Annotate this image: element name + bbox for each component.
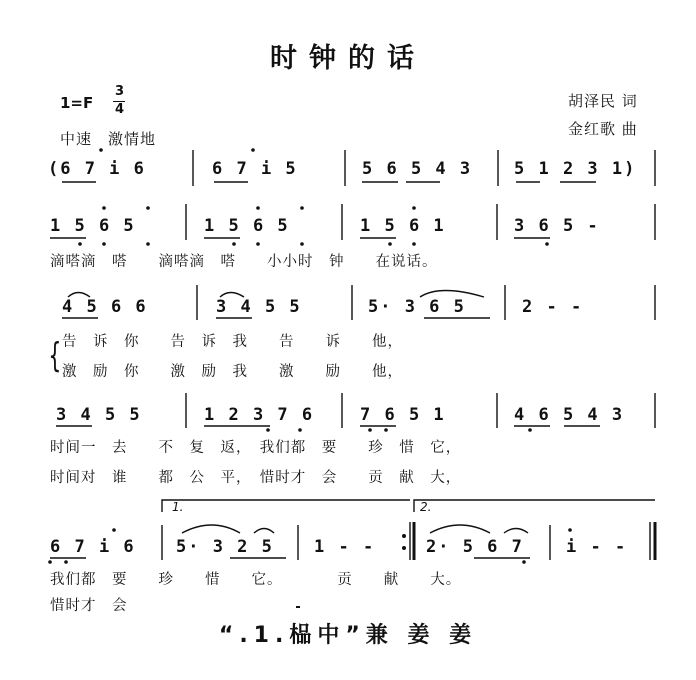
measure-notes: 1 - - — [314, 537, 376, 557]
time-signature-bottom: 4 — [115, 102, 125, 117]
measure-notes: 3 4 5 5 — [216, 297, 302, 317]
slur — [420, 291, 484, 298]
slur — [254, 529, 274, 534]
octave-dot — [528, 428, 532, 432]
octave-dot — [256, 206, 260, 210]
octave-dot — [522, 560, 526, 564]
octave-dot — [102, 242, 106, 246]
slur — [430, 525, 490, 533]
slur — [182, 525, 240, 533]
octave-dot — [384, 428, 388, 432]
composer-credit: 金红歌 曲 — [568, 120, 638, 138]
measure-notes: 2 - - — [522, 297, 584, 317]
measure-notes: 2· 5 6 7 — [426, 537, 524, 557]
measure-notes: 1 5 6 1 — [360, 216, 446, 236]
measure-notes: i - - — [566, 537, 628, 557]
measure-notes: 5· 3 2 5 — [176, 537, 274, 557]
footer-text: “.1.榀中”兼 姜 姜 — [218, 623, 478, 648]
tempo-marking: 中速 激情地 — [60, 130, 157, 148]
measure-notes: 5· 3 6 5 — [368, 297, 466, 317]
repeat-dot — [402, 534, 406, 538]
octave-dot — [388, 242, 392, 246]
lyric-line: 时间一 去 不 复 返， 我们都 要 珍 惜 它， — [50, 440, 462, 456]
octave-dot — [300, 242, 304, 246]
octave-dot — [78, 242, 82, 246]
octave-dot — [99, 148, 103, 152]
octave-dot — [266, 428, 270, 432]
measure-notes: 6 7 i 6 — [50, 537, 136, 557]
measure-notes: 1 5 6 5 — [204, 216, 290, 236]
lyric-line: 告 诉 你 告 诉 我 告 诉 他， — [62, 334, 403, 350]
volta-2-label: 2. — [420, 500, 432, 514]
measure-notes: 7 6 5 1 — [360, 405, 446, 425]
octave-dot — [146, 206, 150, 210]
octave-dot — [102, 206, 106, 210]
octave-dot — [251, 148, 255, 152]
measure-notes: 5 1 2 3 1) — [514, 159, 637, 179]
octave-dot — [112, 528, 116, 532]
key-signature: 1=F — [60, 94, 94, 112]
lyricist-credit: 胡泽民 词 — [568, 92, 638, 110]
measure-notes: (6 7 i 6 — [48, 159, 146, 179]
time-signature-top: 3 — [115, 84, 125, 99]
octave-dot — [545, 242, 549, 246]
lyric-line: 惜时才 会 — [50, 598, 128, 614]
octave-dot — [48, 560, 52, 564]
song-title: 时钟的话 — [270, 43, 426, 74]
volta-1-bracket — [162, 500, 410, 512]
lyric-line: 时间对 谁 都 公 平， 惜时才 会 贡 献 大， — [50, 470, 462, 486]
verse-brace: { — [48, 336, 62, 376]
measure-notes: 4 6 5 4 3 — [514, 405, 625, 425]
measure-notes: 5 6 5 4 3 — [362, 159, 473, 179]
repeat-dot — [402, 546, 406, 550]
measure-notes: 1 2 3 7 6 — [204, 405, 315, 425]
octave-dot — [146, 242, 150, 246]
measure-notes: 3 6 5 - — [514, 216, 600, 236]
measure-notes: 4 5 6 6 — [62, 297, 148, 317]
stray-mark — [296, 606, 300, 608]
volta-2-bracket — [414, 500, 655, 512]
octave-dot — [256, 242, 260, 246]
octave-dot — [64, 560, 68, 564]
lyric-line: 激 励 你 激 励 我 激 励 他， — [62, 364, 403, 380]
octave-dot — [368, 428, 372, 432]
slur — [220, 293, 244, 298]
octave-dot — [300, 206, 304, 210]
measure-notes: 6 7 i 5 — [212, 159, 298, 179]
volta-1-label: 1. — [172, 500, 184, 514]
octave-dot — [412, 206, 416, 210]
measure-notes: 3 4 5 5 — [56, 405, 142, 425]
lyric-line: 我们都 要 珍 惜 它。 贡 献 大。 — [50, 572, 462, 588]
octave-dot — [412, 242, 416, 246]
octave-dot — [568, 528, 572, 532]
slur — [68, 293, 90, 298]
slur — [504, 529, 528, 534]
octave-dot — [232, 242, 236, 246]
measure-notes: 1 5 6 5 — [50, 216, 136, 236]
lyric-line: 滴嗒滴 嗒 滴嗒滴 嗒 小小时 钟 在说话。 — [50, 254, 438, 270]
octave-dot — [298, 428, 302, 432]
